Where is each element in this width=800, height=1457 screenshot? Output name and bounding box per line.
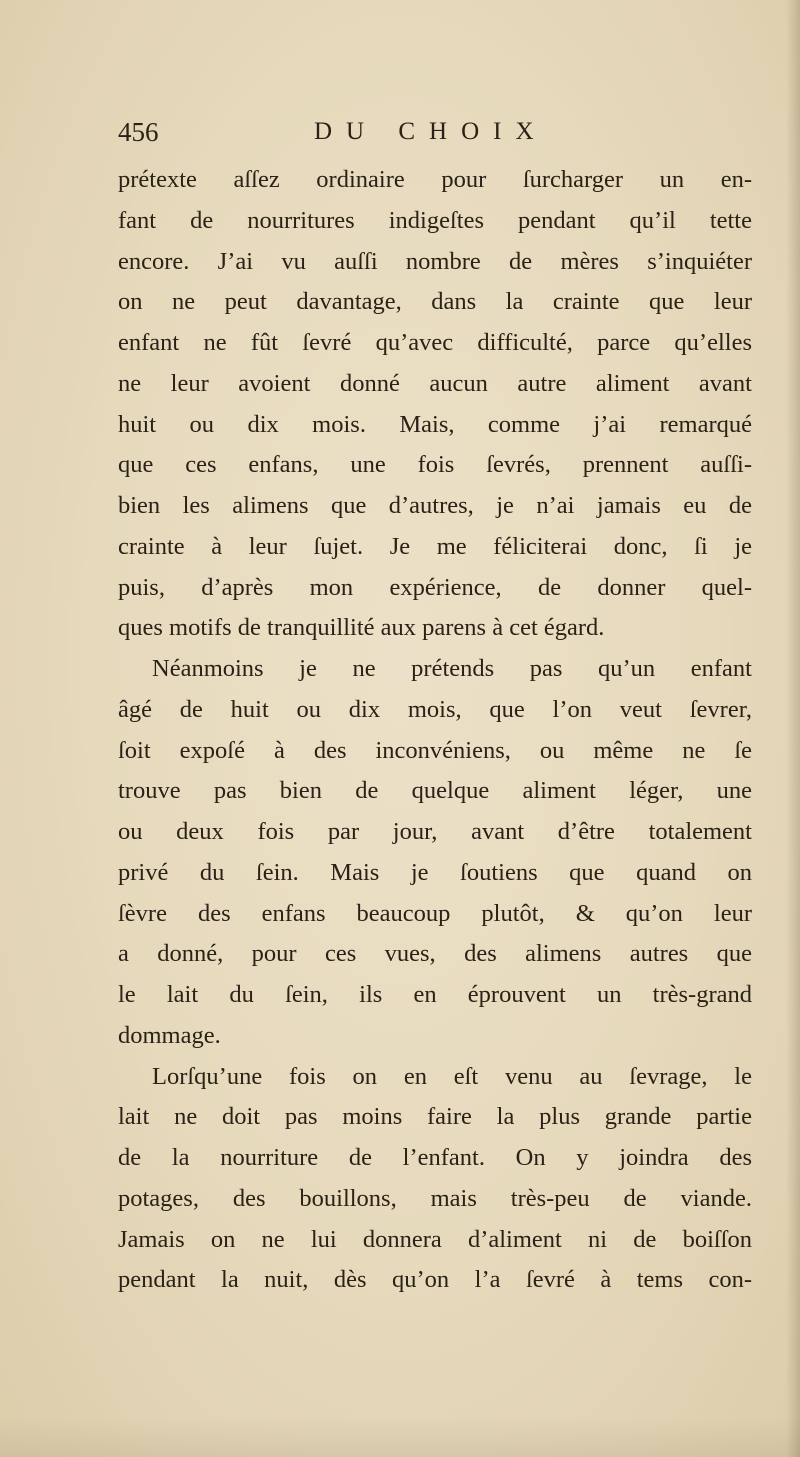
page-edge-shadow	[786, 0, 800, 1457]
text-line: le lait du ſein, ils en éprouvent un très-grand	[118, 981, 752, 1008]
body-text	[118, 160, 752, 1301]
paragraph-end-line: ques motifs de tranquillité aux parens à cet égard.	[118, 614, 605, 642]
text-line: ſoit expoſé à des inconvéniens, ou même ne ſe	[118, 736, 752, 764]
text-line: trouve pas bien de quelque aliment léger, une	[118, 777, 752, 805]
text-line: prétexte aſſez ordinaire pour ſurcharger un en-	[118, 166, 752, 193]
text-line: bien les alimens que d’autres, je n’ai jamais eu de	[118, 492, 752, 519]
text-line: puis, d’après mon expérience, de donner quel-	[118, 573, 752, 601]
text-line: âgé de huit ou dix mois, que l’on veut ſevrer,	[118, 695, 752, 723]
text-line: pendant la nuit, dès qu’on l’a ſevré à tems con-	[118, 1266, 752, 1294]
page-bottom-shadow	[0, 1417, 800, 1457]
text-line: privé du ſein. Mais je ſoutiens que quand on	[118, 858, 752, 886]
text-line: ne leur avoient donné aucun autre aliment avant	[118, 369, 752, 397]
text-line: lait ne doit pas moins faire la plus grande partie	[118, 1103, 752, 1131]
text-line: encore. J’ai vu auſſi nombre de mères s’inquiéter	[118, 247, 752, 275]
text-line: de la nourriture de l’enfant. On y joindra des	[118, 1144, 752, 1171]
page-number: 456	[118, 117, 159, 147]
text-line: Jamais on ne lui donnera d’aliment ni de boiſſon	[118, 1225, 752, 1253]
text-line: huit ou dix mois. Mais, comme j’ai remarqué	[118, 410, 752, 438]
text-line: a donné, pour ces vues, des alimens autres que	[118, 940, 752, 968]
text-line: ou deux fois par jour, avant d’être totalement	[118, 818, 752, 845]
paragraph-start-line: Lorſqu’une fois on en eſt venu au ſevrage, le	[152, 1062, 752, 1090]
text-line: que ces enfans, une fois ſevrés, prennent auſſi-	[118, 451, 752, 479]
text-line: ſèvre des enfans beaucoup plutôt, & qu’on leur	[118, 899, 752, 927]
running-head: DU CHOIX	[314, 118, 548, 145]
text-line: on ne peut davantage, dans la crainte que leur	[118, 288, 752, 316]
text-line: fant de nourritures indigeſtes pendant qu’il tette	[118, 206, 752, 234]
page-header	[118, 112, 758, 152]
text-line: crainte à leur ſujet. Je me féliciterai donc, ſi je	[118, 532, 752, 560]
text-line: potages, des bouillons, mais très-peu de viande.	[118, 1184, 752, 1212]
paragraph-end-line: dommage.	[118, 1021, 221, 1049]
paragraph-start-line: Néanmoins je ne prétends pas qu’un enfant	[152, 655, 752, 682]
text-line: enfant ne fût ſevré qu’avec difficulté, parce qu’elles	[118, 329, 752, 356]
